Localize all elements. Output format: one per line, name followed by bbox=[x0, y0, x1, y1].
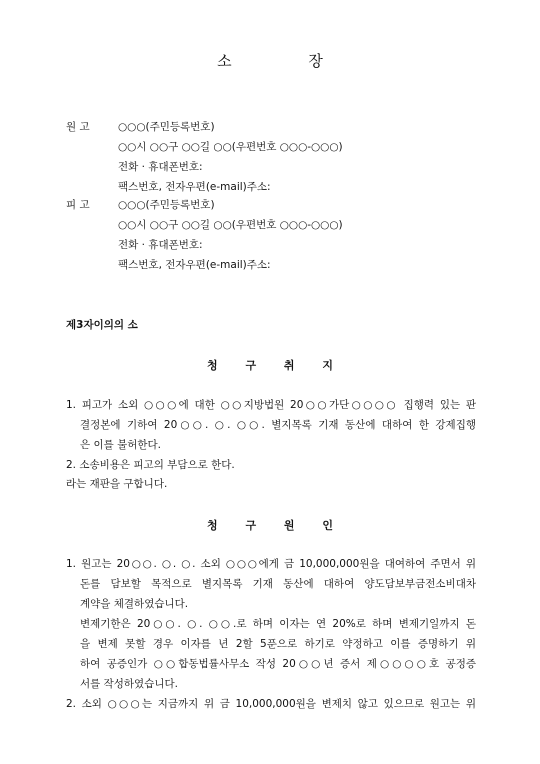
claim-cause-line: 서를 작성하였습니다. bbox=[80, 678, 178, 690]
defendant-phone: 전화 · 휴대폰번호: bbox=[118, 239, 203, 251]
claim-cause-line: 계약을 체결하였습니다. bbox=[80, 598, 189, 610]
defendant-name: ○○○(주민등록번호) bbox=[118, 199, 215, 211]
defendant-fax: 팩스번호, 전자우편(e-mail)주소: bbox=[118, 259, 271, 271]
claim-purpose-line: 1. 피고가 소외 ○○○에 대한 ○○지방법원 20○○가단○○○○ 집행력 있는 판 bbox=[66, 399, 476, 411]
claim-purpose-line: 결정본에 기하여 20○○. ○. ○○. 별지목록 기재 동산에 대하여 한 강제집행 bbox=[80, 419, 476, 431]
plaintiff-role: 원 고 bbox=[66, 121, 90, 133]
claim-cause-line: 하여 공증인가 ○○합동법률사무소 작성 20○○년 증서 제○○○○호 공정증 bbox=[80, 658, 476, 670]
claim-purpose-line: 라는 재판을 구합니다. bbox=[66, 478, 168, 490]
claim-purpose-line: 은 이를 불허한다. bbox=[80, 439, 162, 451]
plaintiff-name: ○○○(주민등록번호) bbox=[118, 121, 215, 133]
claim-cause-line: 1. 원고는 20○○. ○. ○. 소외 ○○○에게 금 10,000,000원을 대여하여 주면서 위 bbox=[66, 558, 476, 570]
document-title: 소 장 bbox=[217, 52, 359, 70]
claim-purpose-line: 2. 소송비용은 피고의 부담으로 한다. bbox=[66, 459, 235, 471]
defendant-address: ○○시 ○○구 ○○길 ○○(우편번호 ○○○-○○○) bbox=[118, 219, 343, 231]
plaintiff-address: ○○시 ○○구 ○○길 ○○(우편번호 ○○○-○○○) bbox=[118, 141, 343, 153]
claim-cause-line: 변제기한은 20○○. ○. ○○.로 하며 이자는 연 20%로 하며 변제기일까지 돈 bbox=[80, 618, 476, 630]
claim-purpose-heading: 청 구 취 지 bbox=[207, 359, 345, 372]
defendant-role: 피 고 bbox=[66, 199, 90, 211]
claim-cause-line: 돈를 담보할 목적으로 별지목록 기재 동산에 대하여 양도담보부금전소비대차 bbox=[80, 578, 476, 590]
plaintiff-phone: 전화 · 휴대폰번호: bbox=[118, 161, 203, 173]
plaintiff-fax: 팩스번호, 전자우편(e-mail)주소: bbox=[118, 181, 271, 193]
claim-cause-line: 2. 소외 ○○○는 지금까지 위 금 10,000,000원을 변제치 않고 있으므로 원고는 위 bbox=[66, 698, 476, 710]
claim-cause-line: 을 변제 못할 경우 이자를 년 2할 5푼으로 하기로 약정하고 이를 증명하기 위 bbox=[80, 638, 476, 650]
case-title: 제3자이의의 소 bbox=[66, 319, 138, 331]
claim-cause-heading: 청 구 원 인 bbox=[207, 519, 345, 532]
